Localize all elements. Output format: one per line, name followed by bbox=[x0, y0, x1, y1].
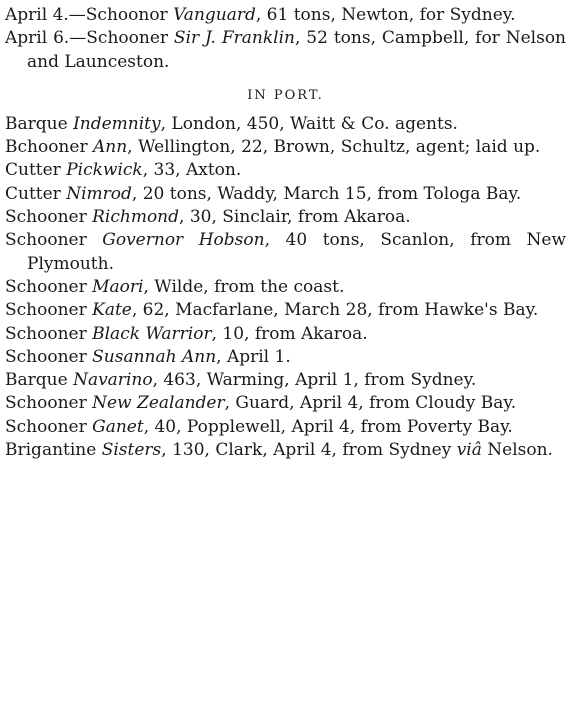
vessel-type: Schooner bbox=[5, 300, 93, 321]
in-port-entry bbox=[5, 183, 566, 206]
vessel-name: New Zealander bbox=[92, 393, 225, 414]
vessel-type: Schooner bbox=[5, 416, 93, 437]
entry-details: , 20 tons, Waddy, March 15, from Tologa Bay. bbox=[131, 183, 522, 204]
entry-details: , Guard, April 4, from Cloudy Bay. bbox=[224, 393, 517, 414]
entry-details: , 61 tons, Newton, for Sydney. bbox=[255, 5, 516, 25]
entry-date-type: April 4.—Schoonor bbox=[5, 5, 174, 25]
vessel-name: Ganet bbox=[92, 416, 144, 437]
in-port-entry bbox=[5, 136, 566, 159]
entry-details: , 40 tons, Scanlon, from New Plymouth. bbox=[27, 230, 567, 274]
in-port-entry bbox=[5, 416, 566, 439]
entry-details: , 40, Popplewell, April 4, from Poverty Bay. bbox=[143, 416, 513, 437]
entry-details: , Wellington, 22, Brown, Schultz, agent; laid up. bbox=[127, 137, 541, 158]
vessel-type: Bchooner bbox=[5, 137, 93, 158]
vessel-name: Richmond bbox=[92, 207, 180, 228]
entry-details: , 33, Axton. bbox=[142, 160, 242, 181]
vessel-type: Schooner bbox=[5, 393, 93, 414]
vessel-type: Schooner bbox=[5, 346, 93, 367]
vessel-name: Ann bbox=[92, 137, 128, 158]
in-port-entry bbox=[5, 229, 566, 276]
entry-details: , 463, Warming, April 1, from Sydney. bbox=[152, 370, 477, 391]
vessel-type: Brigantine bbox=[5, 440, 102, 461]
vessel-name: Governor Hobson bbox=[102, 230, 265, 251]
vessel-type: Schooner bbox=[5, 323, 93, 344]
entry-details: , April 1. bbox=[216, 346, 291, 367]
entry-details: , London, 450, Waitt & Co. agents. bbox=[160, 113, 458, 134]
vessel-name: Susannah Ann bbox=[92, 346, 217, 367]
vessel-type: Schooner bbox=[5, 230, 103, 251]
in-port-entry bbox=[5, 346, 566, 369]
vessel-type: Barque bbox=[5, 370, 74, 391]
vessel-name: Kate bbox=[92, 300, 132, 321]
in-port-entry bbox=[5, 369, 566, 392]
in-port-entry bbox=[5, 323, 566, 346]
in-port-entry bbox=[5, 159, 566, 182]
departures-list bbox=[5, 4, 566, 74]
vessel-name: Sir J. Franklin bbox=[173, 28, 295, 49]
vessel-name: Pickwick bbox=[66, 160, 143, 181]
entry-details: , 62, Macfarlane, March 28, from Hawke's Bay. bbox=[131, 300, 539, 321]
in-port-entry bbox=[5, 113, 566, 136]
vessel-type: Schooner bbox=[5, 207, 93, 228]
entry-details: , Wilde, from the coast. bbox=[143, 276, 345, 297]
entry-details-end: Nelson. bbox=[481, 440, 553, 461]
vessel-name: Maori bbox=[92, 276, 144, 297]
vessel-type: Barque bbox=[5, 113, 74, 134]
in-port-entry bbox=[5, 206, 566, 229]
in-port-entry bbox=[5, 392, 566, 415]
in-port-list bbox=[5, 113, 566, 462]
vessel-type: Cutter bbox=[5, 183, 67, 204]
entry-details: , 30, Sinclair, from Akaroa. bbox=[179, 207, 411, 228]
in-port-entry bbox=[5, 439, 566, 462]
entry-details: , 130, Clark, April 4, from Sydney bbox=[161, 440, 457, 461]
in-port-entry bbox=[5, 276, 566, 299]
vessel-name: Black Warrior bbox=[92, 323, 212, 344]
via-word: viâ bbox=[456, 440, 482, 461]
in-port-entry bbox=[5, 299, 566, 322]
vessel-name: Nimrod bbox=[66, 183, 132, 204]
vessel-name: Indemnity bbox=[73, 113, 161, 134]
entry-details: , 52 tons, Campbell, for Nelson and Launceston. bbox=[27, 28, 566, 72]
vessel-type: Cutter bbox=[5, 160, 67, 181]
entry-date-type: April 6.—Schooner bbox=[5, 28, 174, 49]
departure-entry bbox=[5, 27, 566, 74]
entry-details: , 10, from Akaroa. bbox=[211, 323, 368, 344]
vessel-name: Vanguard bbox=[173, 5, 256, 25]
vessel-type: Schooner bbox=[5, 276, 93, 297]
vessel-name: Sisters bbox=[101, 440, 162, 461]
in-port-heading: IN PORT. bbox=[247, 87, 324, 103]
departure-entry bbox=[5, 4, 566, 27]
vessel-name: Navarino bbox=[73, 370, 153, 391]
